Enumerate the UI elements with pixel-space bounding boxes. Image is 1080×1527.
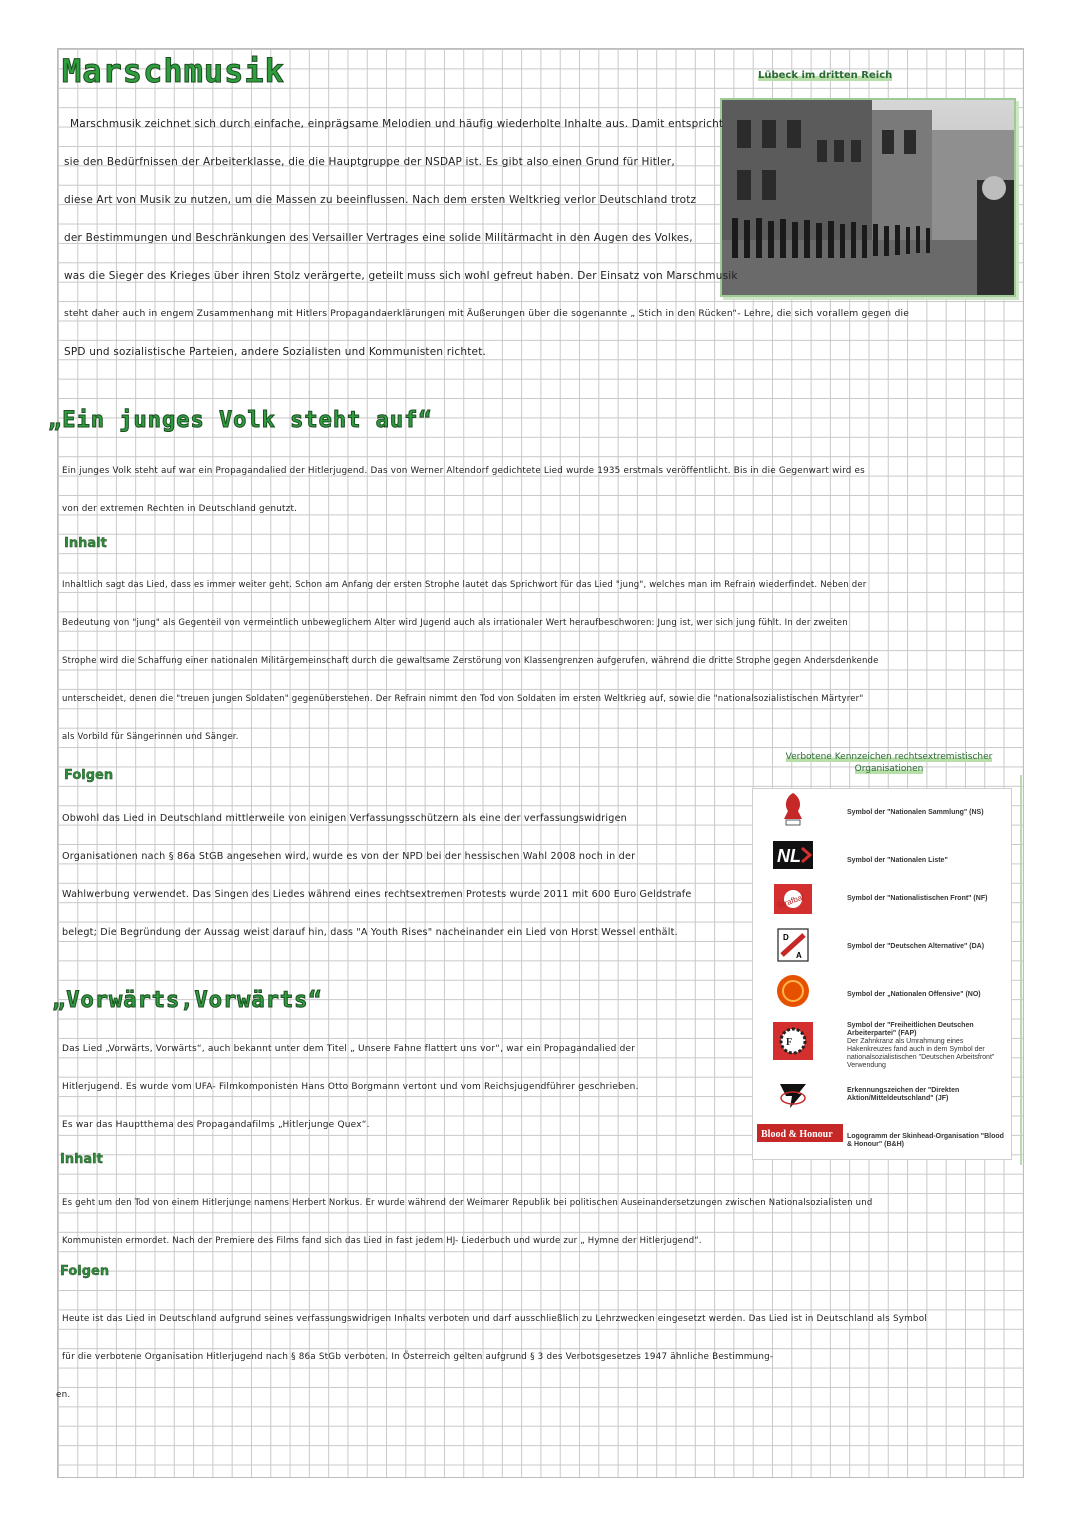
ns-eagle-icon — [771, 791, 815, 827]
heading-inhalt-2: Inhalt — [60, 1152, 103, 1167]
text-line: Organisationen nach § 86a StGB angesehen wird, wurde es von der NPD bei der hessischen Wahl 2008 noch in der — [62, 851, 636, 862]
symbols-heading-line2: Organisationen — [854, 764, 924, 774]
da-text-top: D — [783, 933, 789, 942]
text-line: Ein junges Volk steht auf war ein Propagandalied der Hitlerjugend. Das von Werner Altendorf gedichtete Lied wurde 1935 erstmals veröffentlicht. Bis in die Gegenwart wird es — [62, 466, 865, 476]
symbol-row — [753, 881, 1005, 925]
symbol-row — [753, 1019, 1005, 1075]
text-line: belegt; Die Begründung der Aussag weist darauf hin, dass "A Youth Rises" nacheinander ein Lied von Horst Wessel enthält. — [62, 927, 678, 938]
text-line: der Bestimmungen und Beschränkungen des Versailler Vertrages eine solide Militärmacht in den Augen des Volkes, — [64, 232, 693, 244]
section-title-marschmusik: Marschmusik — [62, 52, 285, 90]
da-text-bottom: A — [796, 951, 802, 960]
symbol-row — [753, 837, 1005, 881]
text-line: Inhaltlich sagt das Lied, dass es immer weiter geht. Schon am Anfang der ersten Strophe lautet das Sprichwort für das Lied "jung", welches man im Refrain wiederfindet. Neben der — [62, 580, 867, 590]
text-line: Es geht um den Tod von einem Hitlerjunge namens Herbert Norkus. Er wurde während der Weimarer Republik bei politischen Auseinandersetzungen zwischen Nationalsozialisten und — [62, 1198, 873, 1208]
symbol-label: Symbol der „Nationalen Offensive" (NO) — [847, 991, 981, 998]
text-line: Kommunisten ermordet. Nach der Premiere des Films fand sich das Lied in fast jedem HJ- Liederbuch und wurde zur „ Hymne der Hitlerjugend“. — [62, 1236, 702, 1246]
symbols-heading-line1: Verbotene Kennzeichen rechtsextremistischer — [785, 752, 993, 762]
symbol-row — [753, 1123, 1005, 1167]
symbols-panel — [752, 788, 1012, 1160]
text-line: unterscheidet, denen die "treuen jungen Soldaten" gegenüberstehen. Der Refrain nimmt den Tod von Soldaten im ersten Weltkrieg auf, sowie die "nationalsozialistischen Märtyrer" — [62, 694, 864, 704]
text-line: en. — [56, 1390, 71, 1400]
text-line: von der extremen Rechten in Deutschland genutzt. — [62, 504, 298, 514]
text-line: Marschmusik zeichnet sich durch einfache, einprägsame Melodien und häufig wiederholte Inhalte aus. Damit entspricht — [70, 118, 724, 130]
section2-inhalt — [62, 566, 879, 756]
text-line: sie den Bedürfnissen der Arbeiterklasse, die die Hauptgruppe der NSDAP ist. Es gibt also einen Grund für Hitler, — [64, 156, 675, 168]
heading-folgen-2: Folgen — [60, 1264, 110, 1279]
symbol-label — [847, 1022, 1007, 1070]
nl-arrow-icon — [771, 837, 815, 873]
symbol-row — [753, 927, 1005, 971]
text-line: SPD und sozialistische Parteien, andere Sozialisten und Kommunisten richtet. — [64, 346, 487, 358]
symbol-label-title: Symbol der "Freiheitlichen Deutschen Arbeiterpartei" (FAP) — [847, 1022, 974, 1037]
blood-honour-logo-text: Blood & Honour — [761, 1129, 833, 1140]
text-line: Wahlwerbung verwendet. Das Singen des Liedes während eines rechtsextremen Protests wurde 2011 mit 600 Euro Geldstrafe — [62, 889, 692, 900]
text-line: steht daher auch in engem Zusammenhang mit Hitlers Propagandaerklärungen mit Äußerungen über die sogenannte „ Stich in den Rücken“- Lehre, die sich vorallem gegen die — [64, 308, 910, 319]
da-symbol-icon — [771, 927, 815, 963]
text-line: für die verbotene Organisation Hitlerjugend nach § 86a StGb verboten. In Österreich gelten aufgrund § 3 des Verbotsgesetzes 1947 ähnliche Bestimmung- — [62, 1352, 774, 1362]
section3-folgen — [56, 1300, 927, 1414]
text-line: Bedeutung von "jung" als Gegenteil von vermeintlich unbeweglichem Alter wird Jugend auch als irrationaler Wert heraufbeschworen: Jung ist, wer sich jung fühlt. In der zweiten — [62, 618, 848, 628]
text-line: diese Art von Musik zu nutzen, um die Massen zu beeinflussen. Nach dem ersten Weltkrieg verlor Deutschland trotz — [64, 194, 697, 206]
symbol-label: Symbol der "Nationalen Sammlung" (NS) — [847, 809, 984, 816]
photo-caption: Lübeck im dritten Reich — [758, 70, 893, 81]
symbol-label-detail: Der Zahnkranz als Umrahmung eines Hakenkreuzes fand auch in dem Symbol der nationalsozialistischen "Deutschen Arbeitsfront" Verwendung — [847, 1038, 995, 1069]
text-line: Das Lied „Vorwärts, Vorwärts“, auch bekannt unter dem Titel „ Unsere Fahne flattert uns vor“, war ein Propagandalied der — [62, 1044, 636, 1054]
fap-gearwheel-icon — [771, 1019, 815, 1063]
heading-folgen: Folgen — [64, 768, 114, 783]
text-line: als Vorbild für Sängerinnen und Sänger. — [62, 732, 239, 742]
section2-intro — [62, 452, 865, 528]
text-line: Hitlerjugend. Es wurde vom UFA- Filmkomponisten Hans Otto Borgmann vertont und vom Reichsjugendführer geschrieben. — [62, 1082, 639, 1092]
jf-symbol-icon — [771, 1077, 815, 1113]
text-line: Heute ist das Lied in Deutschland aufgrund seines verfassungswidrigen Inhalts verboten und darf ausschließlich zu Lehrzwecken eingesetzt werden. Das Lied ist in Deutschland als Symbol — [62, 1314, 927, 1324]
symbol-label: Symbol der "Deutschen Alternative" (DA) — [847, 943, 985, 950]
strafbar-stamp: Strafbar — [775, 892, 806, 911]
symbol-label: Symbol der "Nationalen Liste" — [847, 857, 948, 864]
section2-folgen — [62, 800, 691, 952]
section1-text — [64, 105, 909, 371]
symbol-label: Logogramm der Skinhead-Organisation "Blood & Honour" (B&H) — [847, 1133, 1004, 1148]
symbols-heading — [760, 752, 1018, 774]
text-line: Es war das Hauptthema des Propagandafilms „Hitlerjunge Quex“. — [62, 1120, 370, 1130]
symbol-row — [753, 973, 1005, 1017]
nl-text: NL — [777, 846, 801, 866]
section-title-vorwaerts: „Vorwärts,Vorwärts“ — [52, 988, 323, 1013]
section-title-ein-junges-volk: „Ein junges Volk steht auf“ — [48, 408, 433, 433]
text-line: Strophe wird die Schaffung einer nationalen Militärgemeinschaft durch die gewaltsame Zerstörung von Klassengrenzen aufgerufen, während die dritte Strophe gegen Andersdenkende — [62, 656, 879, 666]
symbol-row — [753, 1077, 1005, 1121]
symbol-row — [753, 791, 1005, 835]
text-line: Obwohl das Lied in Deutschland mittlerweile von einigen Verfassungsschützern als eine der verfassungswidrigen — [62, 813, 627, 824]
blood-honour-logo-icon — [757, 1123, 843, 1143]
section3-inhalt — [62, 1184, 872, 1260]
no-symbol-icon — [771, 973, 815, 1009]
heading-inhalt: Inhalt — [64, 536, 107, 551]
nf-symbol-icon — [771, 881, 815, 917]
symbol-label: Erkennungszeichen der "Direkten Aktion/Mitteldeutschland" (JF) — [847, 1087, 960, 1102]
section3-intro — [62, 1030, 639, 1144]
symbol-label: Symbol der "Nationalistischen Front" (NF) — [847, 895, 988, 902]
text-line: was die Sieger des Krieges über ihren Stolz verärgerte, geteilt muss sich wohl gefreut haben. Der Einsatz von Marschmusik — [64, 270, 738, 282]
svg-text:F: F — [786, 1037, 793, 1048]
